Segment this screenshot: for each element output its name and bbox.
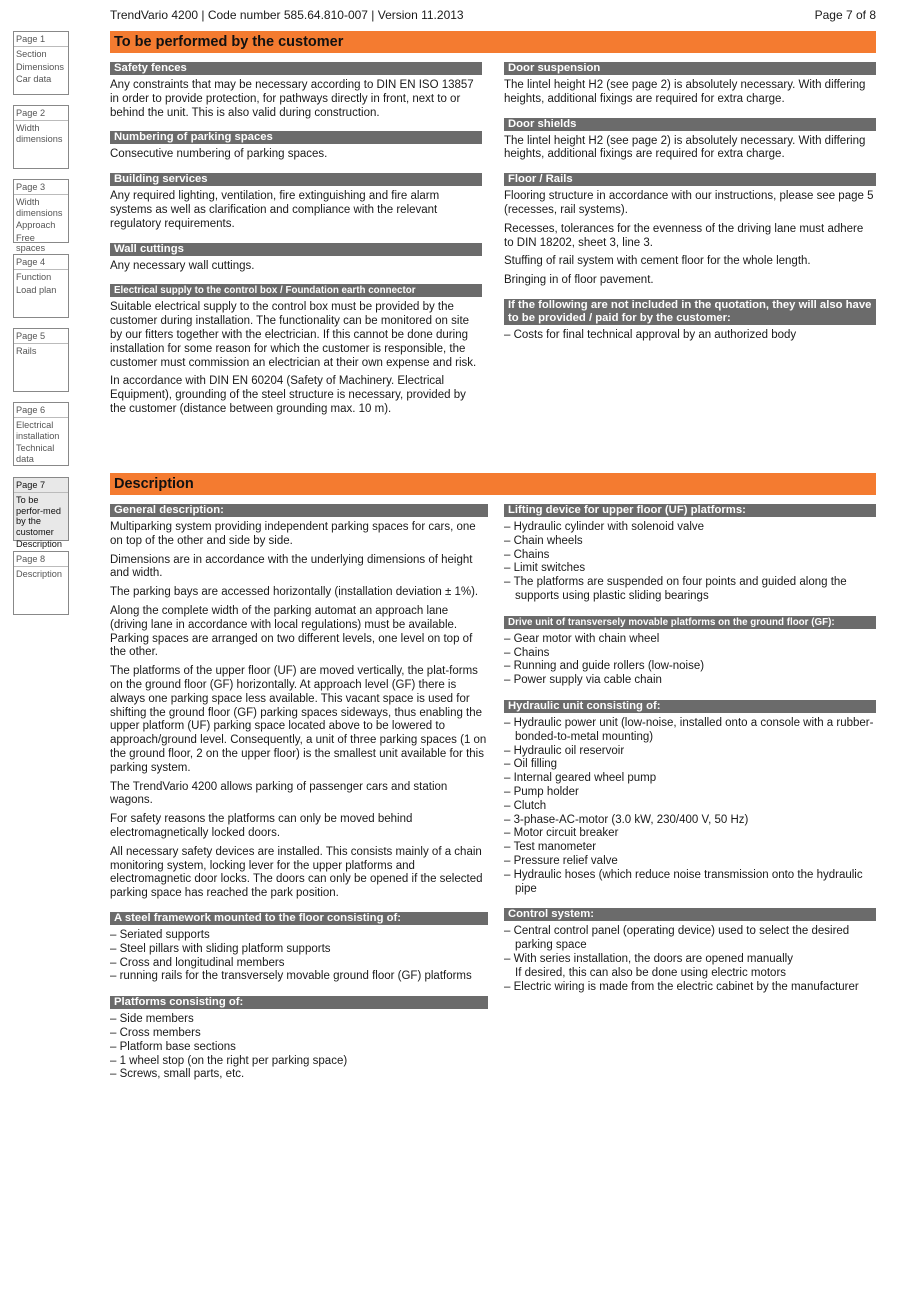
customer-paragraph: In accordance with DIN EN 60204 (Safety of Machinery. Electrical Equipment), grounding of the steel structure is necessary, provided by the customer (distance between grounding max. 10 m). bbox=[110, 375, 466, 415]
list-item: – Chains bbox=[504, 549, 876, 563]
description-heading: Hydraulic unit consisting of: bbox=[504, 700, 876, 713]
list-item: – Running and guide rollers (low-noise) bbox=[504, 660, 876, 674]
document-header-title: TrendVario 4200 | Code number 585.64.810-007 | Version 11.2013 bbox=[110, 8, 464, 22]
customer-heading: Wall cuttings bbox=[110, 243, 482, 256]
nav-item: Dimensions bbox=[16, 61, 64, 72]
nav-page-3[interactable] bbox=[13, 179, 69, 254]
list-item: – Seriated supports bbox=[110, 929, 488, 943]
nav-page-label: Page 6 bbox=[14, 404, 68, 418]
list-item: – Gear motor with chain wheel bbox=[504, 633, 876, 647]
list-item: – Clutch bbox=[504, 800, 876, 814]
description-list bbox=[504, 633, 876, 688]
nav-page-2[interactable] bbox=[13, 105, 69, 169]
customer-paragraph: Recesses, tolerances for the evenness of the driving lane must adhere to DIN 18202, sheet 3, line 3. bbox=[504, 222, 864, 249]
section-title-customer: To be performed by the customer bbox=[110, 31, 876, 53]
customer-paragraph: Consecutive numbering of parking spaces. bbox=[110, 148, 328, 161]
nav-page-label: Page 3 bbox=[14, 181, 68, 195]
nav-page-label: Page 7 bbox=[14, 479, 68, 493]
list-item: – Hydraulic hoses (which reduce noise transmission onto the hydraulic pipe bbox=[504, 869, 876, 897]
list-item: – The platforms are suspended on four points and guided along the supports using plastic sliding bearings bbox=[504, 576, 876, 604]
description-heading: Control system: bbox=[504, 908, 876, 921]
list-item: – With series installation, the doors are opened manually If desired, this can also be done using electric motors bbox=[504, 953, 876, 981]
description-heading: A steel framework mounted to the floor consisting of: bbox=[110, 912, 488, 925]
list-item: – Central control panel (operating device) used to select the desired parking space bbox=[504, 925, 876, 953]
nav-item: Width dimensions bbox=[16, 123, 63, 144]
nav-page-4[interactable] bbox=[13, 254, 69, 318]
list-item: – 1 wheel stop (on the right per parking space) bbox=[110, 1055, 488, 1069]
list-item: – Electric wiring is made from the electric cabinet by the manufacturer bbox=[504, 981, 876, 995]
description-paragraph: The TrendVario 4200 allows parking of passenger cars and station wagons. bbox=[110, 780, 448, 807]
description-list bbox=[504, 521, 876, 604]
description-heading: Drive unit of transversely movable platforms on the ground floor (GF): bbox=[504, 616, 876, 629]
customer-paragraph: The lintel height H2 (see page 2) is absolutely necessary. With differing heights, additional fixings are required for extra charge. bbox=[504, 134, 866, 161]
nav-item: Description bbox=[16, 539, 62, 550]
list-item: – Costs for final technical approval by an authorized body bbox=[504, 329, 876, 343]
description-list bbox=[110, 929, 488, 984]
list-item: – Oil filling bbox=[504, 758, 876, 772]
description-paragraph: Along the complete width of the parking automat an approach lane (driving lane in accordance with local regulations) must be available. Parking spaces are arranged on two different levels, one level on top of the other. bbox=[110, 604, 473, 659]
nav-page-8[interactable] bbox=[13, 551, 69, 615]
customer-heading: Building services bbox=[110, 173, 482, 186]
nav-item: Electrical installation bbox=[16, 420, 60, 441]
nav-item: Description bbox=[16, 569, 62, 580]
customer-heading: Door shields bbox=[504, 118, 876, 131]
section-title-description: Description bbox=[110, 473, 876, 495]
list-item: – Internal geared wheel pump bbox=[504, 772, 876, 786]
nav-page-label: Page 2 bbox=[14, 107, 68, 121]
customer-paragraph: Any necessary wall cuttings. bbox=[110, 259, 255, 272]
list-item: – Pump holder bbox=[504, 786, 876, 800]
list-item: – Power supply via cable chain bbox=[504, 674, 876, 688]
customer-heading: Floor / Rails bbox=[504, 173, 876, 186]
list-item: – Side members bbox=[110, 1013, 488, 1027]
list-item: – 3-phase-AC-motor (3.0 kW, 230/400 V, 50 Hz) bbox=[504, 814, 876, 828]
customer-paragraph: Any constraints that may be necessary according to DIN EN ISO 13857 in order to provide protection, for pathways directly in front, next to or behind the unit. This is also valid during construction. bbox=[110, 79, 474, 119]
list-item: – Hydraulic oil reservoir bbox=[504, 745, 876, 759]
customer-heading: Door suspension bbox=[504, 62, 876, 75]
page-number: Page 7 of 8 bbox=[814, 8, 876, 22]
nav-item: Car data bbox=[16, 74, 52, 85]
description-left-column bbox=[110, 504, 488, 1094]
customer-paragraph: Bringing in of floor pavement. bbox=[504, 274, 654, 287]
customer-heading: Electrical supply to the control box / Foundation earth connector bbox=[110, 284, 482, 297]
description-list bbox=[504, 717, 876, 896]
list-item: – Hydraulic cylinder with solenoid valve bbox=[504, 521, 876, 535]
list-item: – Cross members bbox=[110, 1027, 488, 1041]
list-item: – Pressure relief valve bbox=[504, 855, 876, 869]
nav-page-1[interactable] bbox=[13, 31, 69, 95]
nav-item: To be perfor-med by the customer bbox=[16, 495, 61, 537]
nav-page-label: Page 1 bbox=[14, 33, 68, 47]
description-heading: Lifting device for upper floor (UF) platforms: bbox=[504, 504, 876, 517]
customer-paragraph: Any required lighting, ventilation, fire extinguishing and fire alarm systems as well as clarification and compliance with the relevant regulatory requirements. bbox=[110, 190, 440, 230]
list-item: – Test manometer bbox=[504, 841, 876, 855]
nav-item: Load plan bbox=[16, 284, 57, 295]
list-item: – Hydraulic power unit (low-noise, installed onto a console with a rubber-bonded-to-metal mounting) bbox=[504, 717, 876, 745]
nav-item: Free spaces bbox=[16, 232, 46, 254]
customer-paragraph: The lintel height H2 (see page 2) is absolutely necessary. With differing heights, additional fixings are required for extra charge. bbox=[504, 79, 866, 105]
list-item: – Limit switches bbox=[504, 562, 876, 576]
nav-page-label: Page 8 bbox=[14, 553, 68, 567]
list-item: – Platform base sections bbox=[110, 1041, 488, 1055]
nav-page-7[interactable] bbox=[13, 477, 69, 550]
nav-item: Rails bbox=[16, 346, 37, 357]
list-item: – Screws, small parts, etc. bbox=[110, 1068, 488, 1082]
description-list bbox=[504, 925, 876, 994]
description-paragraph: All necessary safety devices are installed. This consists mainly of a chain monitoring system, locking lever for the upper platforms and electromagnetic door locks. The doors can only be opened if the selected parking space has reached the park position. bbox=[110, 845, 483, 900]
nav-item: Width dimensions bbox=[16, 197, 63, 218]
description-paragraph: For safety reasons the platforms can only be moved behind electromagnetically locked doors. bbox=[110, 813, 413, 839]
customer-heading: Numbering of parking spaces bbox=[110, 131, 482, 144]
customer-heading: If the following are not included in the quotation, they will also have to be provided / paid for by the customer: bbox=[504, 299, 876, 325]
description-heading: Platforms consisting of: bbox=[110, 996, 488, 1009]
customer-paragraph: Flooring structure in accordance with our instructions, please see page 5 (recesses, rail systems). bbox=[504, 190, 874, 216]
nav-item: Section bbox=[16, 49, 47, 60]
nav-item: Approach bbox=[16, 220, 56, 231]
nav-item: Technical data bbox=[16, 443, 55, 464]
description-list bbox=[110, 1013, 488, 1082]
description-paragraph: Multiparking system providing independent parking spaces for cars, one on top of the other and side by side. bbox=[110, 521, 476, 547]
description-paragraph: The parking bays are accessed horizontally (installation deviation ± 1%). bbox=[110, 586, 479, 599]
list-item: – Cross and longitudinal members bbox=[110, 957, 488, 971]
nav-page-label: Page 4 bbox=[14, 256, 68, 270]
list-item: – Motor circuit breaker bbox=[504, 827, 876, 841]
description-heading: General description: bbox=[110, 504, 488, 517]
customer-heading: Safety fences bbox=[110, 62, 482, 75]
customer-list bbox=[504, 329, 876, 343]
list-item: – Chain wheels bbox=[504, 535, 876, 549]
list-item: – Steel pillars with sliding platform supports bbox=[110, 943, 488, 957]
nav-page-6[interactable] bbox=[13, 402, 69, 466]
customer-paragraph: Suitable electrical supply to the control box must be provided by the customer during installation. The functionality can be monitored on site by our fitters together with the electrician. If this cannot be done during installation for some reason for which the customer is responsible, the customer must commission an electrician at their own expense and risk. bbox=[110, 301, 477, 369]
customer-right-column bbox=[504, 62, 876, 355]
customer-paragraph: Stuffing of rail system with cement floor for the whole length. bbox=[504, 255, 811, 268]
customer-left-column bbox=[110, 62, 482, 428]
nav-page-label: Page 5 bbox=[14, 330, 68, 344]
nav-page-5[interactable] bbox=[13, 328, 69, 392]
list-item: – running rails for the transversely movable ground floor (GF) platforms bbox=[110, 970, 488, 984]
description-paragraph: Dimensions are in accordance with the underlying dimensions of height and width. bbox=[110, 553, 473, 580]
nav-item: Function bbox=[16, 272, 52, 283]
description-right-column bbox=[504, 504, 876, 1006]
description-paragraph: The platforms of the upper floor (UF) are moved vertically, the plat-forms on the ground floor (GF) horizontally. At approach level (GF) there is always one parking space less available. This vacant space is used for shifting the ground floor (GF) parking spaces sideways, thus enabling the upper platform (UF) parking space located above to be lowered to approach/ground level. Consequently, a unit of three parking spaces (1 on the ground floor, 2 on the upper floor) is the smallest unit available for this parking system. bbox=[110, 665, 487, 774]
list-item: – Chains bbox=[504, 647, 876, 661]
